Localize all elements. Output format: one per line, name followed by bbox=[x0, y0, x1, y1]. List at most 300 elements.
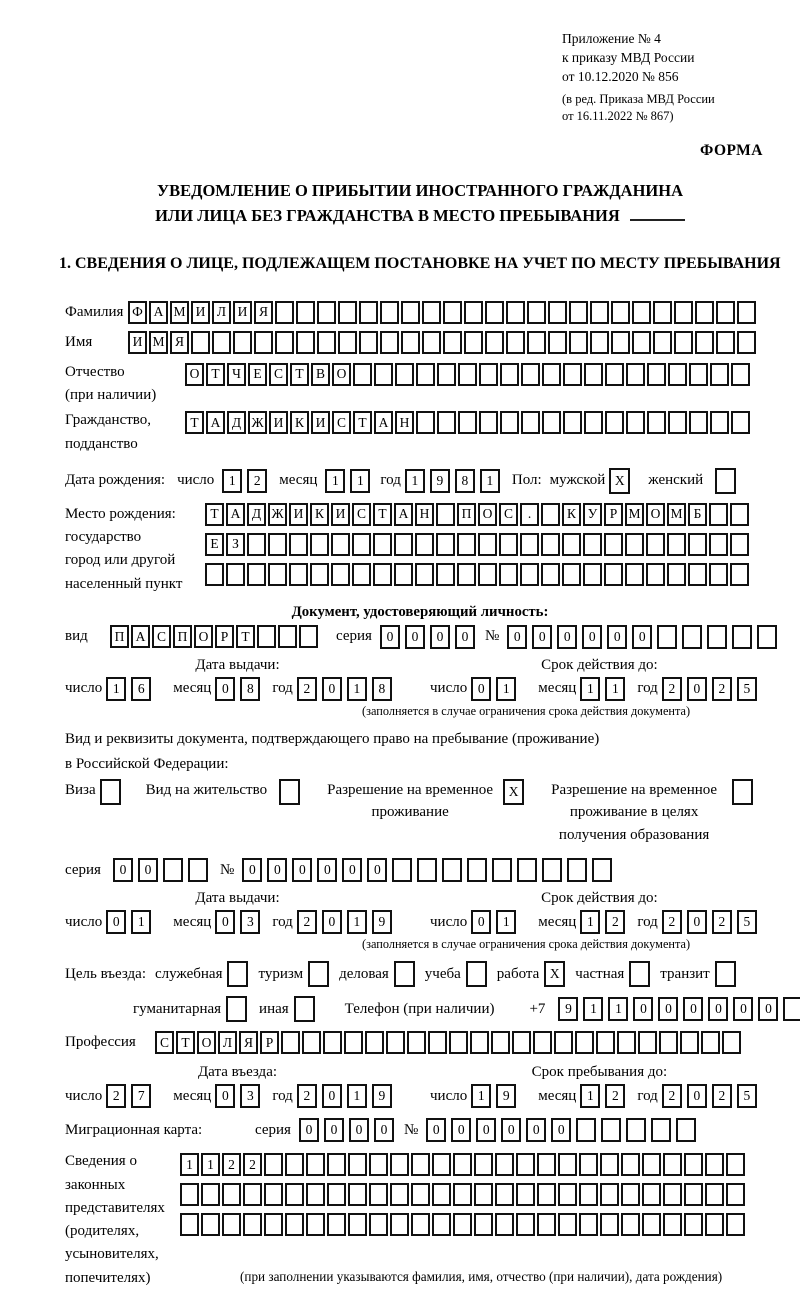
char-box[interactable] bbox=[680, 1031, 699, 1054]
char-box[interactable] bbox=[348, 1213, 367, 1236]
char-box[interactable] bbox=[783, 997, 800, 1021]
char-box[interactable] bbox=[562, 563, 581, 586]
char-box[interactable]: 2 bbox=[662, 1084, 682, 1108]
char-box[interactable] bbox=[415, 563, 434, 586]
char-box[interactable]: Р bbox=[215, 625, 234, 648]
char-box[interactable]: 0 bbox=[324, 1118, 344, 1142]
char-box[interactable] bbox=[647, 363, 666, 386]
char-box[interactable]: 0 bbox=[430, 625, 450, 649]
char-box[interactable] bbox=[730, 563, 749, 586]
char-box[interactable] bbox=[674, 331, 693, 354]
char-box[interactable] bbox=[632, 331, 651, 354]
char-box[interactable] bbox=[730, 503, 749, 526]
char-box[interactable] bbox=[554, 1031, 573, 1054]
char-box[interactable] bbox=[647, 411, 666, 434]
char-box[interactable] bbox=[569, 331, 588, 354]
permit-series-boxes[interactable] bbox=[113, 858, 208, 882]
char-box[interactable] bbox=[563, 411, 582, 434]
char-box[interactable] bbox=[369, 1153, 388, 1176]
char-box[interactable]: Л bbox=[212, 301, 231, 324]
char-box[interactable] bbox=[757, 625, 777, 649]
char-box[interactable] bbox=[491, 1031, 510, 1054]
char-box[interactable]: 0 bbox=[658, 997, 678, 1021]
char-box[interactable] bbox=[289, 533, 308, 556]
char-box[interactable]: 8 bbox=[240, 677, 260, 701]
char-box[interactable] bbox=[500, 411, 519, 434]
char-box[interactable] bbox=[737, 331, 756, 354]
char-box[interactable] bbox=[401, 331, 420, 354]
char-box[interactable] bbox=[542, 858, 562, 882]
char-box[interactable]: 0 bbox=[299, 1118, 319, 1142]
char-box[interactable] bbox=[495, 1183, 514, 1206]
birth-month-boxes[interactable] bbox=[325, 469, 370, 493]
char-box[interactable] bbox=[243, 1183, 262, 1206]
char-box[interactable] bbox=[684, 1153, 703, 1176]
char-box[interactable] bbox=[605, 363, 624, 386]
char-box[interactable]: С bbox=[269, 363, 288, 386]
char-box[interactable] bbox=[416, 411, 435, 434]
char-box[interactable] bbox=[584, 363, 603, 386]
char-box[interactable] bbox=[600, 1183, 619, 1206]
char-box[interactable] bbox=[100, 779, 121, 805]
char-box[interactable] bbox=[731, 411, 750, 434]
char-box[interactable]: 2 bbox=[106, 1084, 126, 1108]
char-box[interactable] bbox=[688, 533, 707, 556]
char-box[interactable]: Б bbox=[688, 503, 707, 526]
char-box[interactable]: 9 bbox=[430, 469, 450, 493]
char-box[interactable] bbox=[327, 1213, 346, 1236]
char-box[interactable]: 0 bbox=[708, 997, 728, 1021]
char-box[interactable] bbox=[492, 858, 512, 882]
char-box[interactable] bbox=[188, 858, 208, 882]
char-box[interactable]: И bbox=[269, 411, 288, 434]
char-box[interactable]: 2 bbox=[662, 910, 682, 934]
char-box[interactable]: Е bbox=[205, 533, 224, 556]
char-box[interactable] bbox=[373, 533, 392, 556]
char-box[interactable]: Р bbox=[604, 503, 623, 526]
char-box[interactable] bbox=[590, 301, 609, 324]
char-box[interactable]: 0 bbox=[687, 910, 707, 934]
char-box[interactable]: Н bbox=[415, 503, 434, 526]
char-box[interactable] bbox=[521, 363, 540, 386]
char-box[interactable] bbox=[394, 533, 413, 556]
char-box[interactable] bbox=[726, 1213, 745, 1236]
char-box[interactable] bbox=[689, 363, 708, 386]
char-box[interactable]: А bbox=[226, 503, 245, 526]
char-box[interactable] bbox=[478, 533, 497, 556]
char-box[interactable]: 2 bbox=[662, 677, 682, 701]
char-box[interactable] bbox=[392, 858, 412, 882]
char-box[interactable] bbox=[453, 1213, 472, 1236]
char-box[interactable]: 0 bbox=[215, 677, 235, 701]
purpose-official-checkbox[interactable] bbox=[227, 961, 248, 987]
char-box[interactable]: А bbox=[149, 301, 168, 324]
char-box[interactable] bbox=[605, 411, 624, 434]
char-box[interactable] bbox=[533, 1031, 552, 1054]
char-box[interactable]: 0 bbox=[405, 625, 425, 649]
char-box[interactable]: 2 bbox=[712, 910, 732, 934]
profession-boxes[interactable] bbox=[155, 1031, 741, 1054]
char-box[interactable]: Л bbox=[218, 1031, 237, 1054]
char-box[interactable] bbox=[506, 331, 525, 354]
char-box[interactable] bbox=[243, 1213, 262, 1236]
char-box[interactable]: 0 bbox=[758, 997, 778, 1021]
char-box[interactable]: 1 bbox=[325, 469, 345, 493]
char-box[interactable] bbox=[506, 301, 525, 324]
char-box[interactable] bbox=[625, 563, 644, 586]
char-box[interactable] bbox=[638, 1031, 657, 1054]
char-box[interactable]: 1 bbox=[180, 1153, 199, 1176]
char-box[interactable] bbox=[632, 301, 651, 324]
char-box[interactable]: С bbox=[332, 411, 351, 434]
char-box[interactable]: А bbox=[206, 411, 225, 434]
identity-valid-year-boxes[interactable] bbox=[662, 677, 757, 701]
representatives-row2-boxes[interactable] bbox=[180, 1183, 745, 1206]
char-box[interactable] bbox=[394, 961, 415, 987]
char-box[interactable] bbox=[226, 563, 245, 586]
char-box[interactable] bbox=[583, 563, 602, 586]
char-box[interactable]: 1 bbox=[350, 469, 370, 493]
char-box[interactable] bbox=[709, 503, 728, 526]
birthplace-row1-boxes[interactable] bbox=[205, 503, 749, 526]
char-box[interactable] bbox=[579, 1153, 598, 1176]
char-box[interactable] bbox=[707, 625, 727, 649]
char-box[interactable] bbox=[520, 563, 539, 586]
migration-number-boxes[interactable] bbox=[426, 1118, 696, 1142]
sex-female-checkbox[interactable] bbox=[715, 468, 736, 494]
char-box[interactable]: 0 bbox=[380, 625, 400, 649]
char-box[interactable] bbox=[562, 533, 581, 556]
firstname-boxes[interactable] bbox=[128, 331, 756, 354]
char-box[interactable]: 5 bbox=[737, 677, 757, 701]
char-box[interactable]: 9 bbox=[372, 1084, 392, 1108]
char-box[interactable] bbox=[201, 1213, 220, 1236]
char-box[interactable] bbox=[285, 1213, 304, 1236]
stay-year-boxes[interactable] bbox=[662, 1084, 757, 1108]
char-box[interactable]: И bbox=[191, 301, 210, 324]
char-box[interactable]: Р bbox=[260, 1031, 279, 1054]
char-box[interactable] bbox=[657, 625, 677, 649]
char-box[interactable] bbox=[264, 1153, 283, 1176]
char-box[interactable]: 0 bbox=[322, 677, 342, 701]
char-box[interactable]: 1 bbox=[201, 1153, 220, 1176]
char-box[interactable]: 0 bbox=[687, 677, 707, 701]
char-box[interactable] bbox=[163, 858, 183, 882]
char-box[interactable]: Е bbox=[248, 363, 267, 386]
phone-boxes[interactable] bbox=[558, 997, 800, 1021]
char-box[interactable]: 1 bbox=[347, 677, 367, 701]
char-box[interactable] bbox=[576, 1118, 596, 1142]
char-box[interactable] bbox=[247, 563, 266, 586]
stay-day-boxes[interactable] bbox=[471, 1084, 516, 1108]
visa-checkbox[interactable] bbox=[100, 779, 121, 805]
char-box[interactable] bbox=[264, 1183, 283, 1206]
char-box[interactable] bbox=[527, 301, 546, 324]
char-box[interactable]: 6 bbox=[131, 677, 151, 701]
char-box[interactable] bbox=[701, 1031, 720, 1054]
char-box[interactable]: А bbox=[131, 625, 150, 648]
char-box[interactable] bbox=[674, 301, 693, 324]
char-box[interactable]: Ч bbox=[227, 363, 246, 386]
char-box[interactable]: А bbox=[394, 503, 413, 526]
char-box[interactable]: 2 bbox=[712, 677, 732, 701]
char-box[interactable] bbox=[458, 411, 477, 434]
char-box[interactable] bbox=[306, 1183, 325, 1206]
char-box[interactable]: К bbox=[290, 411, 309, 434]
char-box[interactable]: 0 bbox=[683, 997, 703, 1021]
char-box[interactable]: К bbox=[562, 503, 581, 526]
char-box[interactable] bbox=[663, 1183, 682, 1206]
char-box[interactable]: 0 bbox=[367, 858, 387, 882]
char-box[interactable] bbox=[458, 363, 477, 386]
permit-issue-year-boxes[interactable] bbox=[297, 910, 392, 934]
char-box[interactable]: С bbox=[499, 503, 518, 526]
char-box[interactable] bbox=[653, 331, 672, 354]
char-box[interactable] bbox=[428, 1031, 447, 1054]
char-box[interactable]: 0 bbox=[138, 858, 158, 882]
char-box[interactable] bbox=[257, 625, 276, 648]
char-box[interactable] bbox=[479, 363, 498, 386]
char-box[interactable] bbox=[596, 1031, 615, 1054]
char-box[interactable] bbox=[705, 1183, 724, 1206]
char-box[interactable] bbox=[709, 533, 728, 556]
char-box[interactable]: 0 bbox=[426, 1118, 446, 1142]
char-box[interactable] bbox=[651, 1118, 671, 1142]
char-box[interactable] bbox=[222, 1213, 241, 1236]
char-box[interactable]: 1 bbox=[580, 910, 600, 934]
char-box[interactable] bbox=[663, 1213, 682, 1236]
char-box[interactable]: 0 bbox=[632, 625, 652, 649]
char-box[interactable] bbox=[474, 1183, 493, 1206]
char-box[interactable] bbox=[537, 1213, 556, 1236]
char-box[interactable] bbox=[548, 301, 567, 324]
char-box[interactable]: 1 bbox=[583, 997, 603, 1021]
char-box[interactable]: Т bbox=[373, 503, 392, 526]
char-box[interactable]: 2 bbox=[222, 1153, 241, 1176]
char-box[interactable] bbox=[558, 1183, 577, 1206]
char-box[interactable]: 2 bbox=[605, 1084, 625, 1108]
char-box[interactable] bbox=[415, 533, 434, 556]
char-box[interactable] bbox=[422, 301, 441, 324]
char-box[interactable] bbox=[611, 331, 630, 354]
char-box[interactable] bbox=[689, 411, 708, 434]
char-box[interactable] bbox=[411, 1183, 430, 1206]
char-box[interactable] bbox=[338, 331, 357, 354]
char-box[interactable]: 1 bbox=[347, 1084, 367, 1108]
char-box[interactable] bbox=[390, 1153, 409, 1176]
char-box[interactable] bbox=[621, 1153, 640, 1176]
char-box[interactable]: И bbox=[128, 331, 147, 354]
purpose-study-checkbox[interactable] bbox=[466, 961, 487, 987]
char-box[interactable] bbox=[394, 563, 413, 586]
char-box[interactable] bbox=[485, 331, 504, 354]
char-box[interactable] bbox=[629, 961, 650, 987]
char-box[interactable]: В bbox=[311, 363, 330, 386]
char-box[interactable] bbox=[726, 1183, 745, 1206]
char-box[interactable] bbox=[432, 1153, 451, 1176]
char-box[interactable]: 0 bbox=[557, 625, 577, 649]
char-box[interactable] bbox=[365, 1031, 384, 1054]
char-box[interactable] bbox=[449, 1031, 468, 1054]
char-box[interactable] bbox=[542, 363, 561, 386]
char-box[interactable]: С bbox=[352, 503, 371, 526]
char-box[interactable]: Т bbox=[185, 411, 204, 434]
char-box[interactable]: 0 bbox=[451, 1118, 471, 1142]
char-box[interactable]: 1 bbox=[496, 910, 516, 934]
birthplace-row3-boxes[interactable] bbox=[205, 563, 749, 586]
char-box[interactable] bbox=[191, 331, 210, 354]
char-box[interactable]: О bbox=[185, 363, 204, 386]
char-box[interactable]: Н bbox=[395, 411, 414, 434]
char-box[interactable] bbox=[317, 331, 336, 354]
char-box[interactable] bbox=[411, 1153, 430, 1176]
char-box[interactable]: 1 bbox=[347, 910, 367, 934]
identity-series-boxes[interactable] bbox=[380, 625, 475, 649]
char-box[interactable] bbox=[359, 331, 378, 354]
char-box[interactable] bbox=[625, 533, 644, 556]
char-box[interactable] bbox=[331, 563, 350, 586]
char-box[interactable] bbox=[684, 1213, 703, 1236]
char-box[interactable] bbox=[380, 331, 399, 354]
char-box[interactable] bbox=[457, 563, 476, 586]
char-box[interactable] bbox=[732, 625, 752, 649]
char-box[interactable] bbox=[642, 1213, 661, 1236]
char-box[interactable]: М bbox=[170, 301, 189, 324]
char-box[interactable] bbox=[527, 331, 546, 354]
char-box[interactable] bbox=[732, 779, 753, 805]
char-box[interactable] bbox=[401, 301, 420, 324]
char-box[interactable]: 0 bbox=[106, 910, 126, 934]
identity-vid-boxes[interactable] bbox=[110, 625, 318, 648]
char-box[interactable] bbox=[264, 1213, 283, 1236]
char-box[interactable] bbox=[726, 1153, 745, 1176]
char-box[interactable]: 2 bbox=[297, 910, 317, 934]
char-box[interactable] bbox=[716, 331, 735, 354]
sex-male-checkbox[interactable] bbox=[609, 468, 630, 494]
char-box[interactable]: Я bbox=[170, 331, 189, 354]
char-box[interactable]: 1 bbox=[608, 997, 628, 1021]
identity-valid-month-boxes[interactable] bbox=[580, 677, 625, 701]
char-box[interactable] bbox=[331, 533, 350, 556]
char-box[interactable] bbox=[715, 468, 736, 494]
char-box[interactable] bbox=[278, 625, 297, 648]
char-box[interactable]: 3 bbox=[240, 910, 260, 934]
char-box[interactable]: 2 bbox=[712, 1084, 732, 1108]
char-box[interactable]: X bbox=[503, 779, 524, 805]
char-box[interactable] bbox=[617, 1031, 636, 1054]
char-box[interactable] bbox=[457, 533, 476, 556]
char-box[interactable] bbox=[541, 563, 560, 586]
char-box[interactable] bbox=[583, 533, 602, 556]
purpose-business-checkbox[interactable] bbox=[394, 961, 415, 987]
char-box[interactable] bbox=[285, 1153, 304, 1176]
char-box[interactable] bbox=[390, 1183, 409, 1206]
char-box[interactable] bbox=[520, 533, 539, 556]
char-box[interactable]: 2 bbox=[605, 910, 625, 934]
char-box[interactable] bbox=[436, 533, 455, 556]
char-box[interactable]: 0 bbox=[374, 1118, 394, 1142]
char-box[interactable] bbox=[542, 411, 561, 434]
char-box[interactable] bbox=[353, 363, 372, 386]
char-box[interactable] bbox=[548, 331, 567, 354]
char-box[interactable] bbox=[233, 331, 252, 354]
identity-issue-day-boxes[interactable] bbox=[106, 677, 151, 701]
char-box[interactable]: 5 bbox=[737, 1084, 757, 1108]
char-box[interactable]: Ф bbox=[128, 301, 147, 324]
char-box[interactable]: О bbox=[478, 503, 497, 526]
char-box[interactable]: О bbox=[646, 503, 665, 526]
char-box[interactable]: 2 bbox=[247, 469, 267, 493]
representatives-row1-boxes[interactable] bbox=[180, 1153, 745, 1176]
temp-residence-checkbox[interactable] bbox=[503, 779, 524, 805]
char-box[interactable] bbox=[563, 363, 582, 386]
char-box[interactable]: 1 bbox=[131, 910, 151, 934]
char-box[interactable] bbox=[436, 563, 455, 586]
char-box[interactable] bbox=[453, 1153, 472, 1176]
char-box[interactable]: Ж bbox=[248, 411, 267, 434]
char-box[interactable] bbox=[500, 363, 519, 386]
char-box[interactable] bbox=[407, 1031, 426, 1054]
purpose-private-checkbox[interactable] bbox=[629, 961, 650, 987]
char-box[interactable]: 0 bbox=[113, 858, 133, 882]
char-box[interactable] bbox=[668, 363, 687, 386]
char-box[interactable]: Т bbox=[176, 1031, 195, 1054]
char-box[interactable] bbox=[499, 533, 518, 556]
char-box[interactable]: 0 bbox=[582, 625, 602, 649]
char-box[interactable] bbox=[676, 1118, 696, 1142]
char-box[interactable] bbox=[579, 1213, 598, 1236]
char-box[interactable] bbox=[710, 411, 729, 434]
char-box[interactable] bbox=[205, 563, 224, 586]
char-box[interactable] bbox=[247, 533, 266, 556]
char-box[interactable] bbox=[541, 533, 560, 556]
char-box[interactable] bbox=[180, 1213, 199, 1236]
char-box[interactable] bbox=[323, 1031, 342, 1054]
char-box[interactable] bbox=[601, 1118, 621, 1142]
char-box[interactable] bbox=[684, 1183, 703, 1206]
char-box[interactable] bbox=[467, 858, 487, 882]
birthplace-row2-boxes[interactable] bbox=[205, 533, 749, 556]
char-box[interactable] bbox=[432, 1183, 451, 1206]
char-box[interactable] bbox=[352, 563, 371, 586]
char-box[interactable] bbox=[521, 411, 540, 434]
char-box[interactable]: 9 bbox=[372, 910, 392, 934]
permit-valid-year-boxes[interactable] bbox=[662, 910, 757, 934]
char-box[interactable] bbox=[344, 1031, 363, 1054]
char-box[interactable] bbox=[659, 1031, 678, 1054]
char-box[interactable] bbox=[611, 301, 630, 324]
char-box[interactable] bbox=[226, 996, 247, 1022]
char-box[interactable] bbox=[512, 1031, 531, 1054]
char-box[interactable] bbox=[541, 503, 560, 526]
char-box[interactable]: 0 bbox=[551, 1118, 571, 1142]
char-box[interactable]: 1 bbox=[405, 469, 425, 493]
char-box[interactable] bbox=[695, 331, 714, 354]
char-box[interactable] bbox=[212, 331, 231, 354]
char-box[interactable] bbox=[646, 533, 665, 556]
char-box[interactable]: 9 bbox=[496, 1084, 516, 1108]
char-box[interactable]: 0 bbox=[507, 625, 527, 649]
char-box[interactable] bbox=[442, 858, 462, 882]
permit-issue-day-boxes[interactable] bbox=[106, 910, 151, 934]
char-box[interactable] bbox=[516, 1183, 535, 1206]
permit-valid-month-boxes[interactable] bbox=[580, 910, 625, 934]
char-box[interactable] bbox=[499, 563, 518, 586]
char-box[interactable]: П bbox=[457, 503, 476, 526]
char-box[interactable] bbox=[373, 563, 392, 586]
char-box[interactable] bbox=[390, 1213, 409, 1236]
char-box[interactable]: Я bbox=[239, 1031, 258, 1054]
